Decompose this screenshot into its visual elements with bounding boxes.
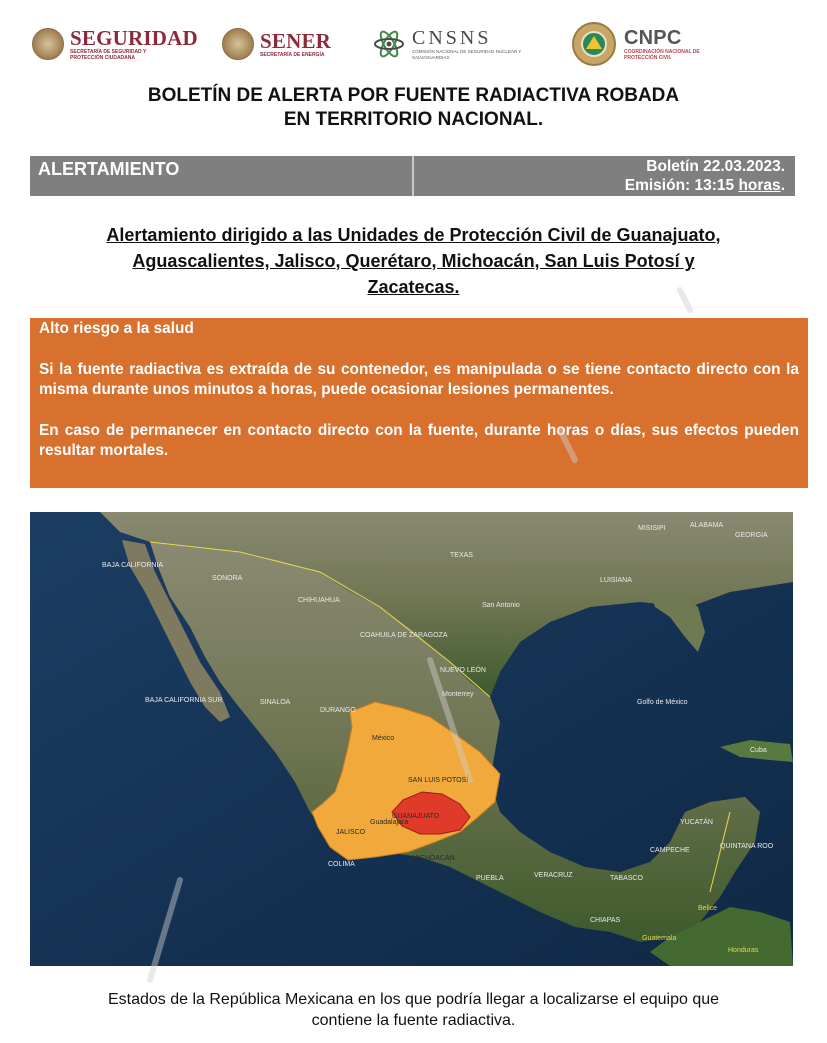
map-label-baja-california: BAJA CALIFORNIA: [102, 562, 164, 569]
logo-cnpc-name: CNPC: [624, 26, 682, 49]
map-label-durango: DURANGO: [320, 707, 356, 714]
map-label-sonora: SONORA: [212, 575, 243, 582]
map-label-quintana-roo: QUINTANA ROO: [720, 843, 774, 850]
recipients-line-1: Alertamiento dirigido a las Unidades de Protección Civil de Guanajuato,: [106, 225, 721, 245]
logo-cnsns-name: CNSNS: [412, 26, 492, 49]
map-label-yucatan: YUCATÁN: [680, 819, 713, 826]
map-label-veracruz: VERACRUZ: [534, 872, 573, 879]
recipients-line-3: Zacatecas.: [367, 277, 460, 297]
map-label-honduras: Honduras: [728, 947, 759, 954]
map-label-tabasco: TABASCO: [610, 875, 643, 882]
affected-states-map: [30, 512, 793, 966]
bulletin-date: Boletín 22.03.2023.: [646, 158, 785, 175]
map-label-michoacan: MICHOACÁN: [412, 855, 455, 862]
map-label-baja-california-sur: BAJA CALIFORNIA SUR: [145, 697, 223, 704]
atom-icon: [372, 27, 406, 61]
map-label-cuba: Cuba: [750, 747, 767, 754]
map-caption-line-2: contiene la fuente radiactiva.: [311, 1012, 516, 1029]
map-caption-line-1: Estados de la República Mexicana en los que podría llegar a localizarse el equipo que: [107, 991, 720, 1008]
logo-cnpc-sub: COORDINACIÓN NACIONAL DE PROTECCIÓN CIVIL: [624, 48, 700, 61]
sener-seal-icon: [222, 28, 254, 60]
map-label-san-antonio: San Antonio: [482, 602, 520, 609]
map-label-alabama: ALABAMA: [690, 522, 724, 529]
header-logos: [32, 18, 732, 70]
seguridad-seal-icon: [32, 28, 64, 60]
map-label-louisiana: LUISIANA: [600, 577, 632, 584]
map-label-golfo-mexico: Golfo de México: [637, 699, 688, 706]
logo-seguridad-sub: SECRETARÍA DE SEGURIDAD Y PROTECCIÓN CIUDADANA: [70, 48, 147, 61]
logo-seguridad-name: SEGURIDAD: [70, 25, 198, 50]
alert-status-bar: [30, 156, 795, 196]
logo-cnsns-sub: COMISIÓN NACIONAL DE SEGURIDAD NUCLEAR Y SALVAGUARDIAS: [412, 48, 522, 60]
map-label-colima: COLIMA: [328, 861, 355, 868]
map-label-sinaloa: SINALOA: [260, 699, 291, 706]
logo-cnsns: [372, 18, 532, 70]
title-line-2: EN TERRITORIO NACIONAL.: [283, 109, 544, 130]
map-label-belice: Belice: [698, 905, 718, 912]
emission-prefix: Emisión: 13:15: [624, 177, 739, 194]
health-risk-box: [30, 318, 808, 488]
logo-sener-sub: SECRETARÍA DE ENERGÍA: [260, 51, 325, 58]
map-label-texas: TEXAS: [450, 552, 473, 559]
logo-sener-name: SENER: [260, 28, 332, 53]
map-label-monterrey: Monterrey: [442, 691, 474, 698]
health-risk-paragraph-2: En caso de permanecer en contacto directo con la fuente, durante horas o días, sus efectos pueden resultar mortales.: [39, 421, 799, 459]
map-label-guatemala: Guatemala: [642, 935, 677, 942]
cnpc-seal-icon: [572, 22, 616, 66]
logo-seguridad: [32, 18, 198, 70]
map-label-georgia: GEORGIA: [735, 532, 768, 539]
satellite-map-image: [30, 512, 793, 966]
map-label-guanajuato: GUANAJUATO: [392, 813, 440, 820]
map-label-chihuahua: CHIHUAHUA: [298, 597, 340, 604]
status-bar-divider: [412, 156, 414, 196]
map-label-puebla: PUEBLA: [476, 875, 504, 882]
map-label-guadalajara: Guadalajara: [370, 819, 409, 826]
map-label-san-luis-potosi: SAN LUIS POTOSÍ: [408, 777, 469, 784]
map-label-chiapas: CHIAPAS: [590, 917, 621, 924]
map-label-mexico: México: [372, 735, 395, 742]
alert-status-label: ALERTAMIENTO: [38, 159, 180, 179]
title-line-1: BOLETÍN DE ALERTA POR FUENTE RADIACTIVA ROBADA: [147, 85, 680, 106]
map-label-mississippi: MISISIPI: [638, 525, 666, 532]
map-caption: [0, 989, 827, 1031]
health-risk-paragraph-1: Si la fuente radiactiva es extraída de su contenedor, es manipulada o se tiene contacto directo con la misma durante unos minutos a horas, puede ocasionar lesiones permanentes.: [39, 360, 799, 398]
document-title: [0, 84, 827, 132]
map-label-jalisco: JALISCO: [336, 829, 366, 836]
logo-sener: [222, 18, 331, 70]
logo-cnpc: [572, 18, 724, 70]
emission-suffix: .: [780, 177, 785, 194]
map-label-coahuila: COAHUILA DE ZARAGOZA: [360, 632, 448, 639]
map-label-nuevo-leon: NUEVO LEÓN: [440, 667, 486, 674]
health-risk-heading: Alto riesgo a la salud: [39, 320, 194, 337]
recipients-line-2: Aguascalientes, Jalisco, Querétaro, Michoacán, San Luis Potosí y: [132, 251, 695, 271]
emission-time: [625, 176, 785, 195]
emission-unit: horas: [738, 177, 781, 194]
map-label-campeche: CAMPECHE: [650, 847, 690, 854]
alert-recipients: [0, 222, 827, 300]
bulletin-info: [625, 157, 785, 195]
